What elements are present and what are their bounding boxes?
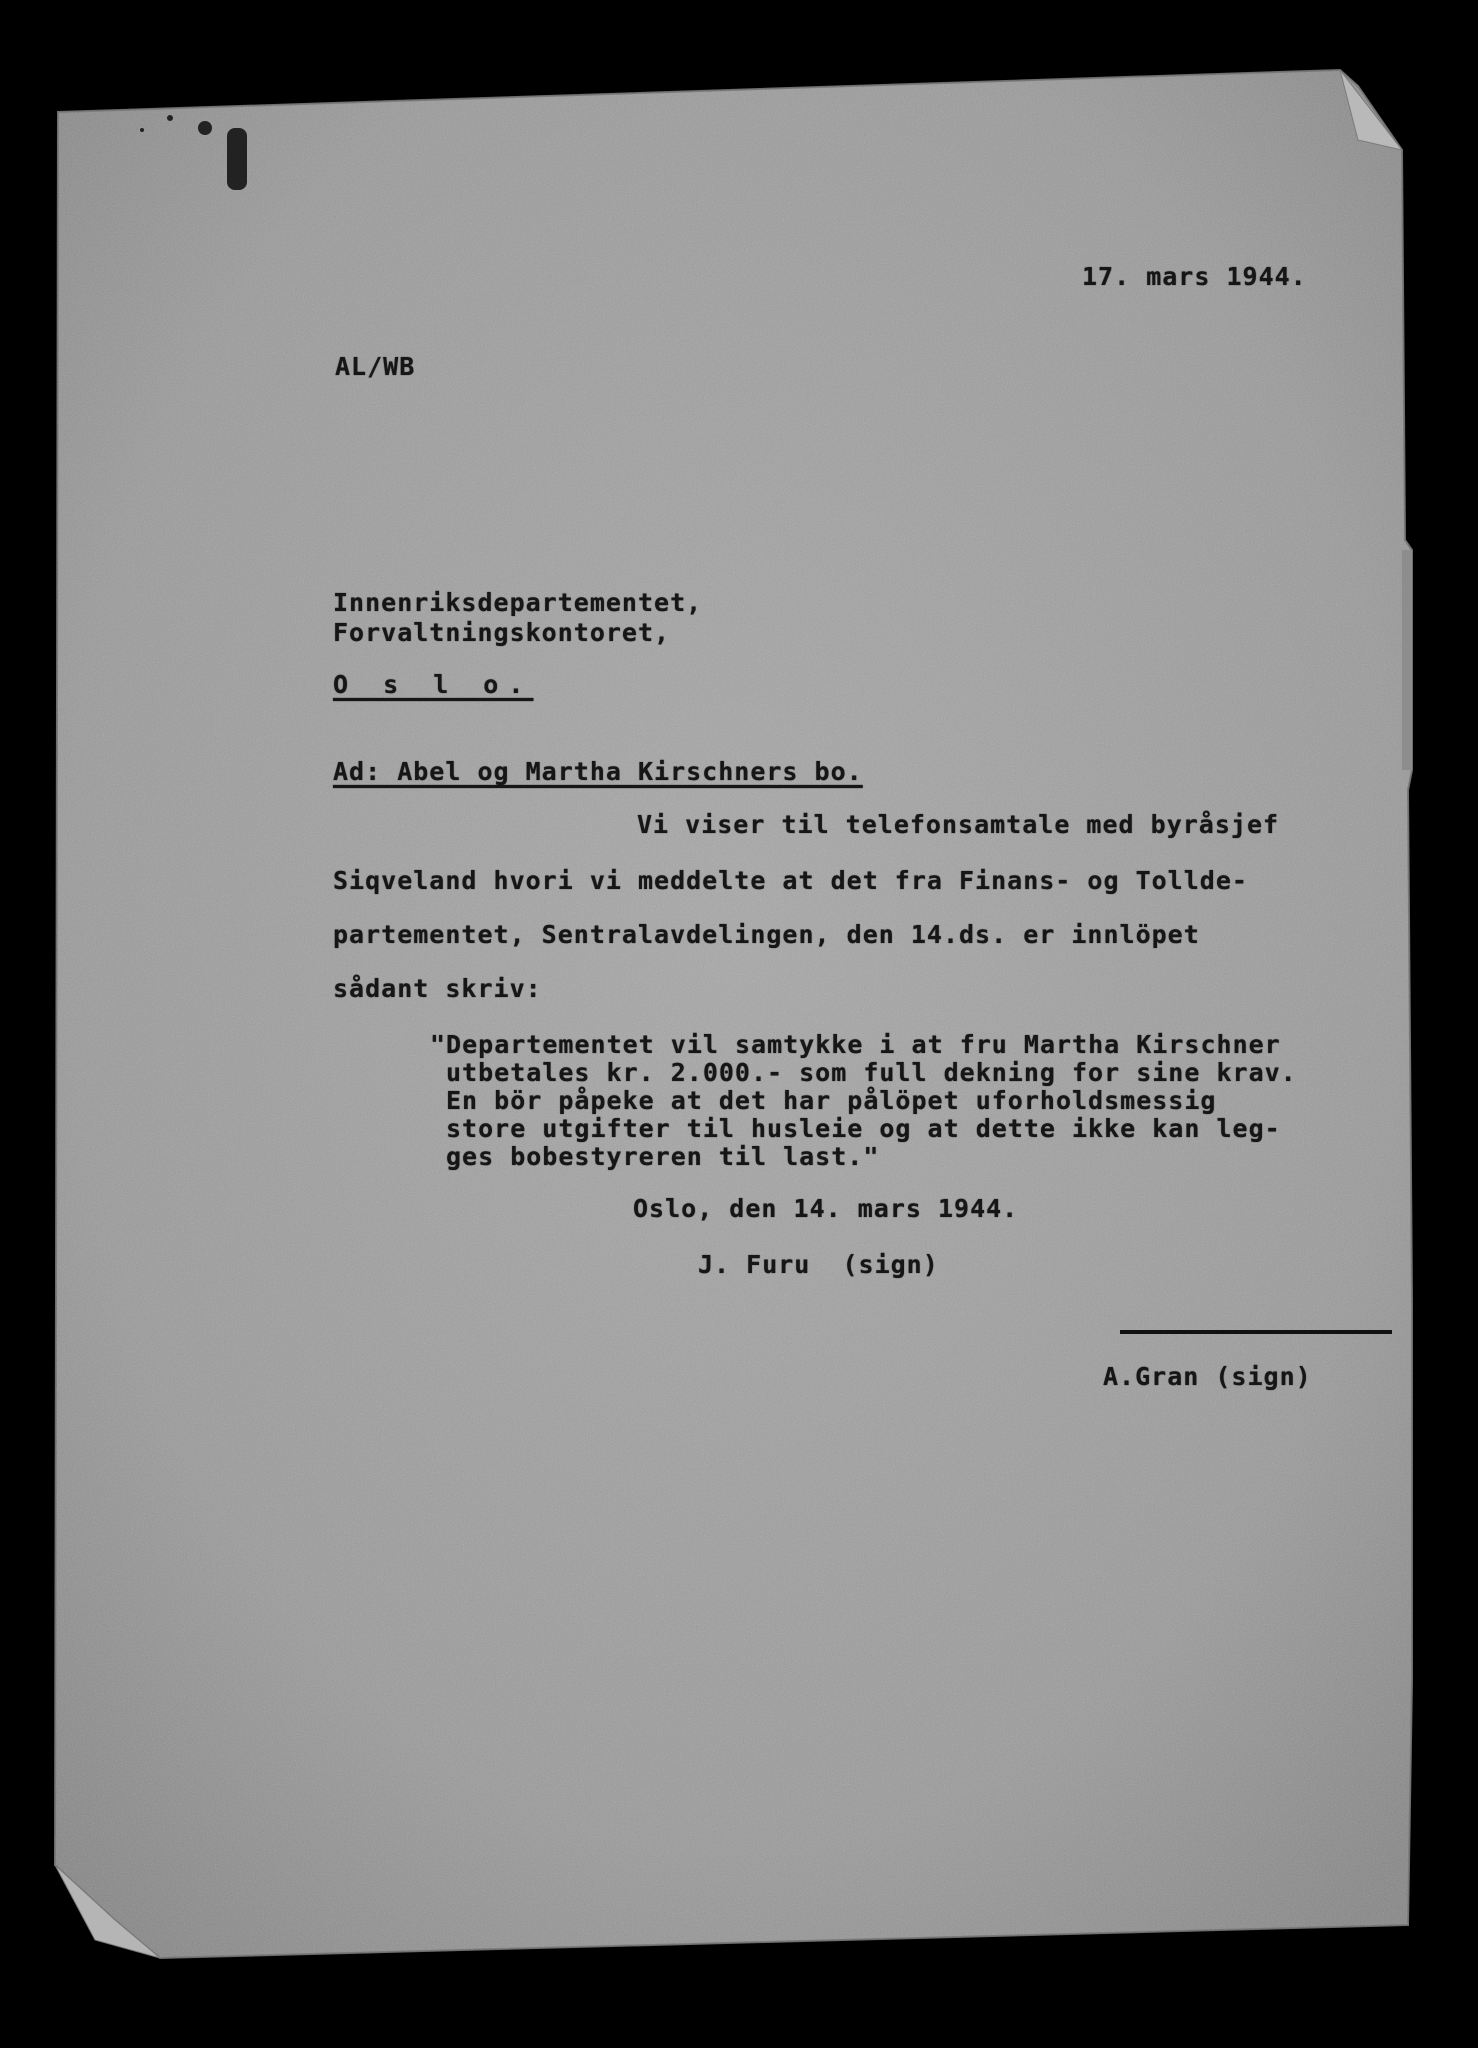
quote-place-date: Oslo, den 14. mars 1944. [633,1194,1019,1223]
quote-signature: J. Furu (sign) [698,1250,939,1279]
right-edge-strip [1402,550,1412,770]
body-line-4: sådant skriv: [333,974,542,1003]
recipient-line-1: Innenriksdepartementet, [333,588,703,617]
reference-code: AL/WB [335,352,416,381]
recipient-line-2: Forvaltningskontoret, [333,618,671,647]
letter-date: 17. mars 1944. [1082,262,1307,291]
recipient-city: O s l o. [333,670,534,699]
quote-line-5: ges bobestyreren til last." [446,1142,880,1171]
body-line-1: Vi viser til telefonsamtale med byråsjef [637,810,1280,839]
quote-line-2: utbetales kr. 2.000.- som full dekning for sine krav. [446,1058,1297,1087]
subject-line: Ad: Abel og Martha Kirschners bo. [333,757,863,786]
body-line-3: partementet, Sentralavdelingen, den 14.ds. er innlöpet [333,920,1200,949]
quote-line-3: En bör påpeke at det har pålöpet uforholdsmessig [446,1086,1217,1115]
quote-line-4: store utgifter til husleie og at dette ikke kan leg- [446,1114,1281,1143]
body-line-2: Siqveland hvori vi meddelte at det fra Finans- og Tollde- [333,866,1248,895]
closing-signature: A.Gran (sign) [1103,1362,1312,1391]
signature-rule [1120,1330,1392,1334]
quote-line-1: "Departementet vil samtykke i at fru Martha Kirschner [430,1030,1281,1059]
